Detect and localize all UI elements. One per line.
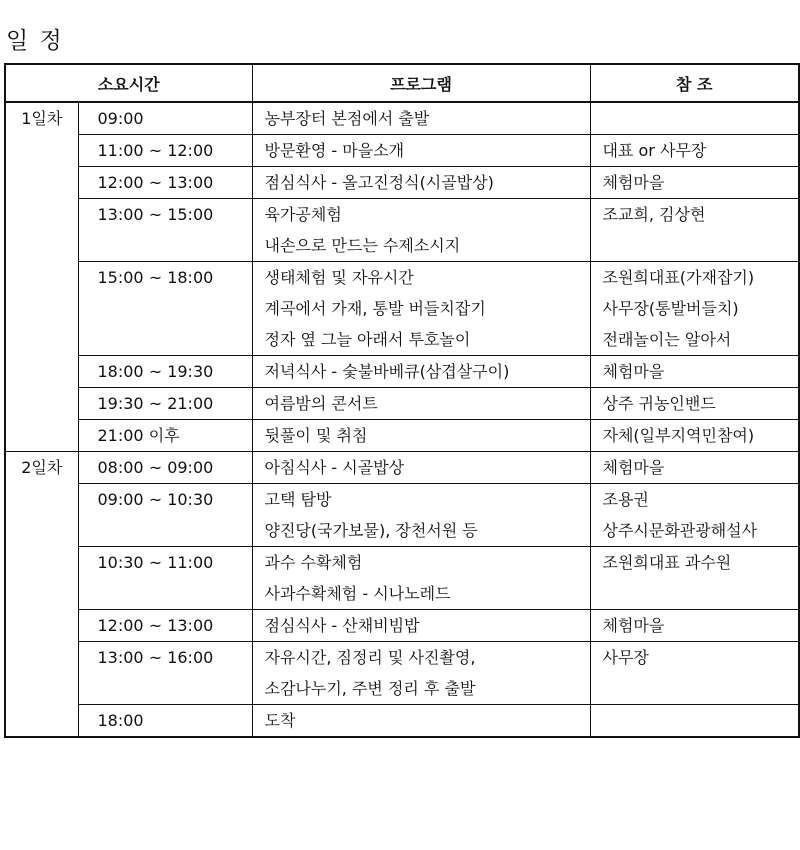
program-text: 아침식사 - 시골밥상 xyxy=(264,458,405,477)
table-row xyxy=(5,199,799,262)
time-cell xyxy=(78,420,252,452)
reference-cell xyxy=(590,199,799,262)
program-text: 여름밤의 콘서트 xyxy=(264,394,378,413)
time-cell xyxy=(78,356,252,388)
header-reference: 참 조 xyxy=(590,64,799,102)
reference-cell xyxy=(590,135,799,167)
table-row xyxy=(5,262,799,356)
program-cell xyxy=(252,262,590,356)
table-row xyxy=(5,102,799,135)
day-label: 1일차 xyxy=(21,109,63,128)
schedule-body xyxy=(5,102,799,737)
time-text: 13:00 ~ 15:00 xyxy=(97,205,214,224)
reference-text: 사무장 xyxy=(602,648,649,667)
table-row xyxy=(5,388,799,420)
day-label-cell xyxy=(5,452,78,738)
program-text: 과수 수확체험 xyxy=(264,553,363,572)
day-label: 2일차 xyxy=(21,458,63,477)
reference-text: 체험마을 xyxy=(602,362,665,381)
reference-cell xyxy=(590,642,799,705)
reference-text xyxy=(603,705,799,736)
time-text: 09:00 ~ 10:30 xyxy=(97,490,214,509)
program-text: 도착 xyxy=(264,711,296,730)
time-cell xyxy=(78,135,252,167)
table-row xyxy=(5,642,799,705)
reference-text: 전래놀이는 알아서 xyxy=(602,330,732,349)
program-cell xyxy=(252,356,590,388)
time-text: 13:00 ~ 16:00 xyxy=(97,648,214,667)
reference-text: 자체(일부지역민참여) xyxy=(602,426,755,445)
program-text: 고택 탐방 xyxy=(264,490,332,509)
page-title: 일 정 xyxy=(6,28,64,54)
time-text: 09:00 xyxy=(97,109,144,128)
schedule-table xyxy=(4,63,800,738)
table-row xyxy=(5,356,799,388)
time-cell xyxy=(78,610,252,642)
program-cell xyxy=(252,452,590,484)
reference-text: 조용권 xyxy=(602,490,649,509)
program-text: 생태체험 및 자유시간 xyxy=(264,268,414,287)
time-cell xyxy=(78,705,252,738)
table-row xyxy=(5,547,799,610)
program-text: 계곡에서 가재, 통발 버들치잡기 xyxy=(264,299,486,318)
reference-cell xyxy=(590,356,799,388)
reference-cell xyxy=(590,610,799,642)
reference-text: 체험마을 xyxy=(602,616,665,635)
reference-cell xyxy=(590,167,799,199)
reference-text: 상주시문화관광해설사 xyxy=(602,521,758,540)
program-text: 뒷풀이 및 취침 xyxy=(264,426,368,445)
program-text: 육가공체험 xyxy=(264,205,342,224)
time-text: 18:00 ~ 19:30 xyxy=(97,362,214,381)
program-text: 농부장터 본점에서 출발 xyxy=(264,109,430,128)
reference-text xyxy=(603,578,799,609)
time-text: 11:00 ~ 12:00 xyxy=(97,141,214,160)
time-cell xyxy=(78,388,252,420)
reference-cell xyxy=(590,388,799,420)
time-text: 18:00 xyxy=(97,711,144,730)
reference-cell xyxy=(590,547,799,610)
time-cell xyxy=(78,452,252,484)
program-text: 점심식사 - 올고진정식(시골밥상) xyxy=(264,173,494,192)
program-cell xyxy=(252,610,590,642)
table-row xyxy=(5,484,799,547)
time-cell xyxy=(78,199,252,262)
table-row xyxy=(5,452,799,484)
program-text: 사과수확체험 - 시나노레드 xyxy=(264,584,451,603)
table-row xyxy=(5,135,799,167)
time-text: 08:00 ~ 09:00 xyxy=(97,458,214,477)
time-text: 15:00 ~ 18:00 xyxy=(97,268,214,287)
reference-text: 사무장(통발버들치) xyxy=(602,299,739,318)
reference-text: 체험마을 xyxy=(602,173,665,192)
time-text: 10:30 ~ 11:00 xyxy=(97,553,214,572)
table-row xyxy=(5,610,799,642)
program-cell xyxy=(252,135,590,167)
table-row xyxy=(5,167,799,199)
program-cell xyxy=(252,642,590,705)
reference-cell xyxy=(590,420,799,452)
program-cell xyxy=(252,484,590,547)
reference-cell xyxy=(590,262,799,356)
program-cell xyxy=(252,167,590,199)
program-text: 방문환영 - 마을소개 xyxy=(264,141,405,160)
program-cell xyxy=(252,388,590,420)
table-row xyxy=(5,705,799,738)
program-cell xyxy=(252,199,590,262)
program-cell xyxy=(252,547,590,610)
reference-text xyxy=(603,673,799,704)
reference-text: 조원희대표 과수원 xyxy=(602,553,732,572)
time-cell xyxy=(78,102,252,135)
reference-cell xyxy=(590,705,799,738)
time-text: 12:00 ~ 13:00 xyxy=(97,173,214,192)
time-text: 12:00 ~ 13:00 xyxy=(97,616,214,635)
reference-text xyxy=(603,103,799,134)
program-text: 점심식사 - 산채비빔밥 xyxy=(264,616,420,635)
reference-text xyxy=(603,230,799,261)
time-cell xyxy=(78,262,252,356)
program-text: 정자 옆 그늘 아래서 투호놀이 xyxy=(264,330,471,349)
time-text: 19:30 ~ 21:00 xyxy=(97,394,214,413)
program-text: 양진당(국가보물), 장천서원 등 xyxy=(264,521,478,540)
header-program: 프로그램 xyxy=(252,64,590,102)
program-cell xyxy=(252,705,590,738)
reference-cell xyxy=(590,484,799,547)
header-duration: 소요시간 xyxy=(5,64,252,102)
reference-cell xyxy=(590,102,799,135)
program-text: 저녁식사 - 숯불바베큐(삼겹살구이) xyxy=(264,362,510,381)
reference-cell xyxy=(590,452,799,484)
time-cell xyxy=(78,167,252,199)
program-text: 소감나누기, 주변 정리 후 출발 xyxy=(264,679,476,698)
time-text: 21:00 이후 xyxy=(97,426,180,445)
reference-text: 상주 귀농인밴드 xyxy=(602,394,716,413)
time-cell xyxy=(78,642,252,705)
program-text: 자유시간, 짐정리 및 사진촬영, xyxy=(264,648,476,667)
program-cell xyxy=(252,420,590,452)
header-row xyxy=(5,64,799,102)
time-cell xyxy=(78,547,252,610)
day-label-cell xyxy=(5,102,78,452)
reference-text: 체험마을 xyxy=(602,458,665,477)
program-cell xyxy=(252,102,590,135)
program-text: 내손으로 만드는 수제소시지 xyxy=(264,236,461,255)
reference-text: 조원희대표(가재잡기) xyxy=(602,268,755,287)
time-cell xyxy=(78,484,252,547)
reference-text: 대표 or 사무장 xyxy=(602,141,707,160)
table-row xyxy=(5,420,799,452)
reference-text: 조교희, 김상현 xyxy=(602,205,706,224)
